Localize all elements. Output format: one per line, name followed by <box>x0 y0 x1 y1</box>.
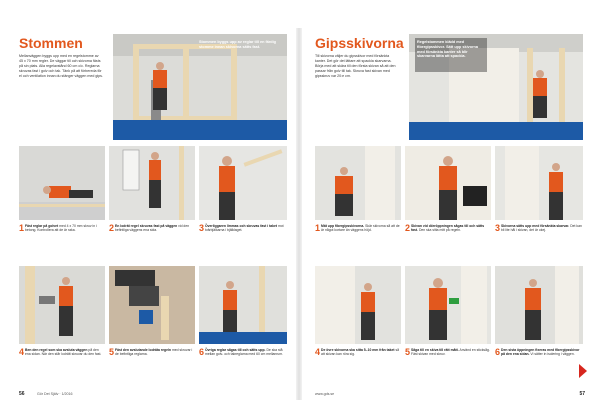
step-text: De ska stå mellan golv- och takreglarna med 60 cm mellanrum. <box>205 348 284 357</box>
step-left-4 <box>19 348 105 357</box>
right-page <box>307 28 589 400</box>
step-right-1 <box>315 224 401 233</box>
step-text: mot tvärbjälkarna i bjälklaget. <box>205 224 284 233</box>
step-text: Det kan bli lite hål i skivan, det är okej. <box>501 224 582 233</box>
step-number: 5 <box>405 347 411 357</box>
step-bold: Den sista öppningen fixeras med fibergipsskivor på den ena sidan. <box>501 348 580 357</box>
step-text: Använd en sticksåg. Fäst skivan med skruv. <box>411 348 490 357</box>
page-title-right: Gipsskivorna <box>315 35 404 51</box>
step-number: 2 <box>405 223 411 233</box>
step-number: 3 <box>199 223 205 233</box>
step-photo-right-3 <box>495 146 583 220</box>
left-page <box>11 28 293 400</box>
step-photo-right-4 <box>315 266 401 344</box>
step-number: 2 <box>109 223 115 233</box>
step-photo-right-2-image <box>405 146 491 220</box>
page-gutter <box>296 28 302 400</box>
step-photo-left-2-image <box>109 146 195 220</box>
step-photo-right-4-image <box>315 266 401 344</box>
step-bold: Överliggaren limmas och skruvas fast i taket <box>205 224 278 228</box>
step-text: Vi sätter in isolering i väggen. <box>530 352 575 357</box>
step-number: 1 <box>315 223 321 233</box>
step-right-2 <box>405 224 491 233</box>
step-text: Den ska sitta mitt på regeln. <box>418 228 461 233</box>
step-number: 5 <box>109 347 115 357</box>
step-text: på den ena sidan. När den står lodrätt skruvar du den fast. <box>25 348 102 357</box>
step-photo-left-1-image <box>19 146 105 220</box>
step-text: så att skivan kan röra sig. <box>321 348 400 357</box>
step-number: 6 <box>199 347 205 357</box>
hero-photo-left <box>113 34 287 140</box>
step-right-3 <box>495 224 583 233</box>
step-bold: De övre skivorna ska sitta 5–10 mm från taket <box>321 348 395 352</box>
step-right-5 <box>405 348 491 357</box>
step-photo-right-5 <box>405 266 491 344</box>
step-photo-right-2 <box>405 146 491 220</box>
step-number: 4 <box>315 347 321 357</box>
hero-photo-right <box>409 34 583 140</box>
footer-left: Gör Det Själv · 1/2016 <box>37 392 73 396</box>
footer-right: www.gds.se <box>315 392 335 396</box>
step-bold: Skivorna sätts upp med försänkta skarvar. <box>501 224 570 228</box>
intro-text-right: Till skivorna väljer du gipsskivor med försänkta kanter. Det gör det lättare att spackla skarvarna. Börja med att skära till den första skivan så att den passar från golv till tak. Skruva fast skivan med gipsskruv var 20:e cm. <box>315 54 396 78</box>
step-photo-left-4 <box>19 266 105 344</box>
page-number-left: 56 <box>19 391 25 397</box>
step-number: 6 <box>495 347 501 357</box>
hero-photo-left-image <box>113 34 287 140</box>
step-photo-left-1 <box>19 146 105 220</box>
step-left-3 <box>199 224 287 233</box>
step-number: 1 <box>19 223 25 233</box>
step-text: Skär skivorna så att de är något kortare än väggens höjd. <box>321 224 400 233</box>
step-right-6 <box>495 348 583 357</box>
page-number-right: 57 <box>579 391 585 397</box>
step-photo-left-5 <box>109 266 195 344</box>
step-left-2 <box>109 224 195 233</box>
step-bold: Såga till en skiva till rätt mått. <box>411 348 459 352</box>
step-photo-left-2 <box>109 146 195 220</box>
step-photo-left-3 <box>199 146 287 220</box>
step-photo-left-5-image <box>109 266 195 344</box>
step-bold: Fäst reglar på golvet <box>25 224 59 228</box>
step-right-4 <box>315 348 401 357</box>
step-bold: En lodrät regel skruvas fast på väggen <box>115 224 178 228</box>
hero-caption-right: Regelstommen klädd med fibergipsskivor. Sätt upp skivorna med försänkta kanter så blir skarvarna lätta att spackla. <box>417 40 478 59</box>
step-photo-left-4-image <box>19 266 105 344</box>
step-text: med 4 x 70 mm skruv in i betong. Kontrollera att de är raka. <box>25 224 97 233</box>
intro-text-left: Mellanväggen byggs upp med en regelstomme av 45 x 70 mm regler. De väggar till och skivorna fästs på sin plats. Alla regelavstånd 60 cm c/c. Reglarna skruvas fast i golv och tak. Tänk på att förbereda för el och ventilation innan du stänger väggen med gips. <box>19 54 103 78</box>
step-left-5 <box>109 348 195 357</box>
step-bold: Fäst den avslutande lodräta regeln <box>115 348 171 352</box>
step-bold: Övriga reglar sågas till och sätts upp. <box>205 348 266 352</box>
step-bold: Mät upp fibergipsskivorna. <box>321 224 365 228</box>
step-bold: Skivan vid dörröppningen sågas till och sätts fast. <box>411 224 485 233</box>
step-bold: Ben den regel som ska avsluta väggen <box>25 348 88 352</box>
hero-caption-left: Stommen byggs upp av reglar till en färdig stomme innan skivorna sätts fast. <box>199 40 277 49</box>
step-photo-right-5-image <box>405 266 491 344</box>
step-number: 3 <box>495 223 501 233</box>
step-photo-right-6-image <box>495 266 583 344</box>
next-page-arrow-icon[interactable] <box>579 364 587 378</box>
step-photo-right-6 <box>495 266 583 344</box>
step-photo-right-3-image <box>495 146 583 220</box>
step-left-1 <box>19 224 105 233</box>
step-photo-left-6-image <box>199 266 287 344</box>
step-number: 4 <box>19 347 25 357</box>
step-photo-left-3-image <box>199 146 287 220</box>
step-photo-right-1 <box>315 146 401 220</box>
page-title-left: Stommen <box>19 35 83 51</box>
step-left-6 <box>199 348 287 357</box>
step-text: med skruvar i de befintliga reglarna. <box>115 348 193 357</box>
step-photo-left-6 <box>199 266 287 344</box>
step-text: vid den befintliga väggens ena sida. <box>115 224 190 233</box>
step-photo-right-1-image <box>315 146 401 220</box>
